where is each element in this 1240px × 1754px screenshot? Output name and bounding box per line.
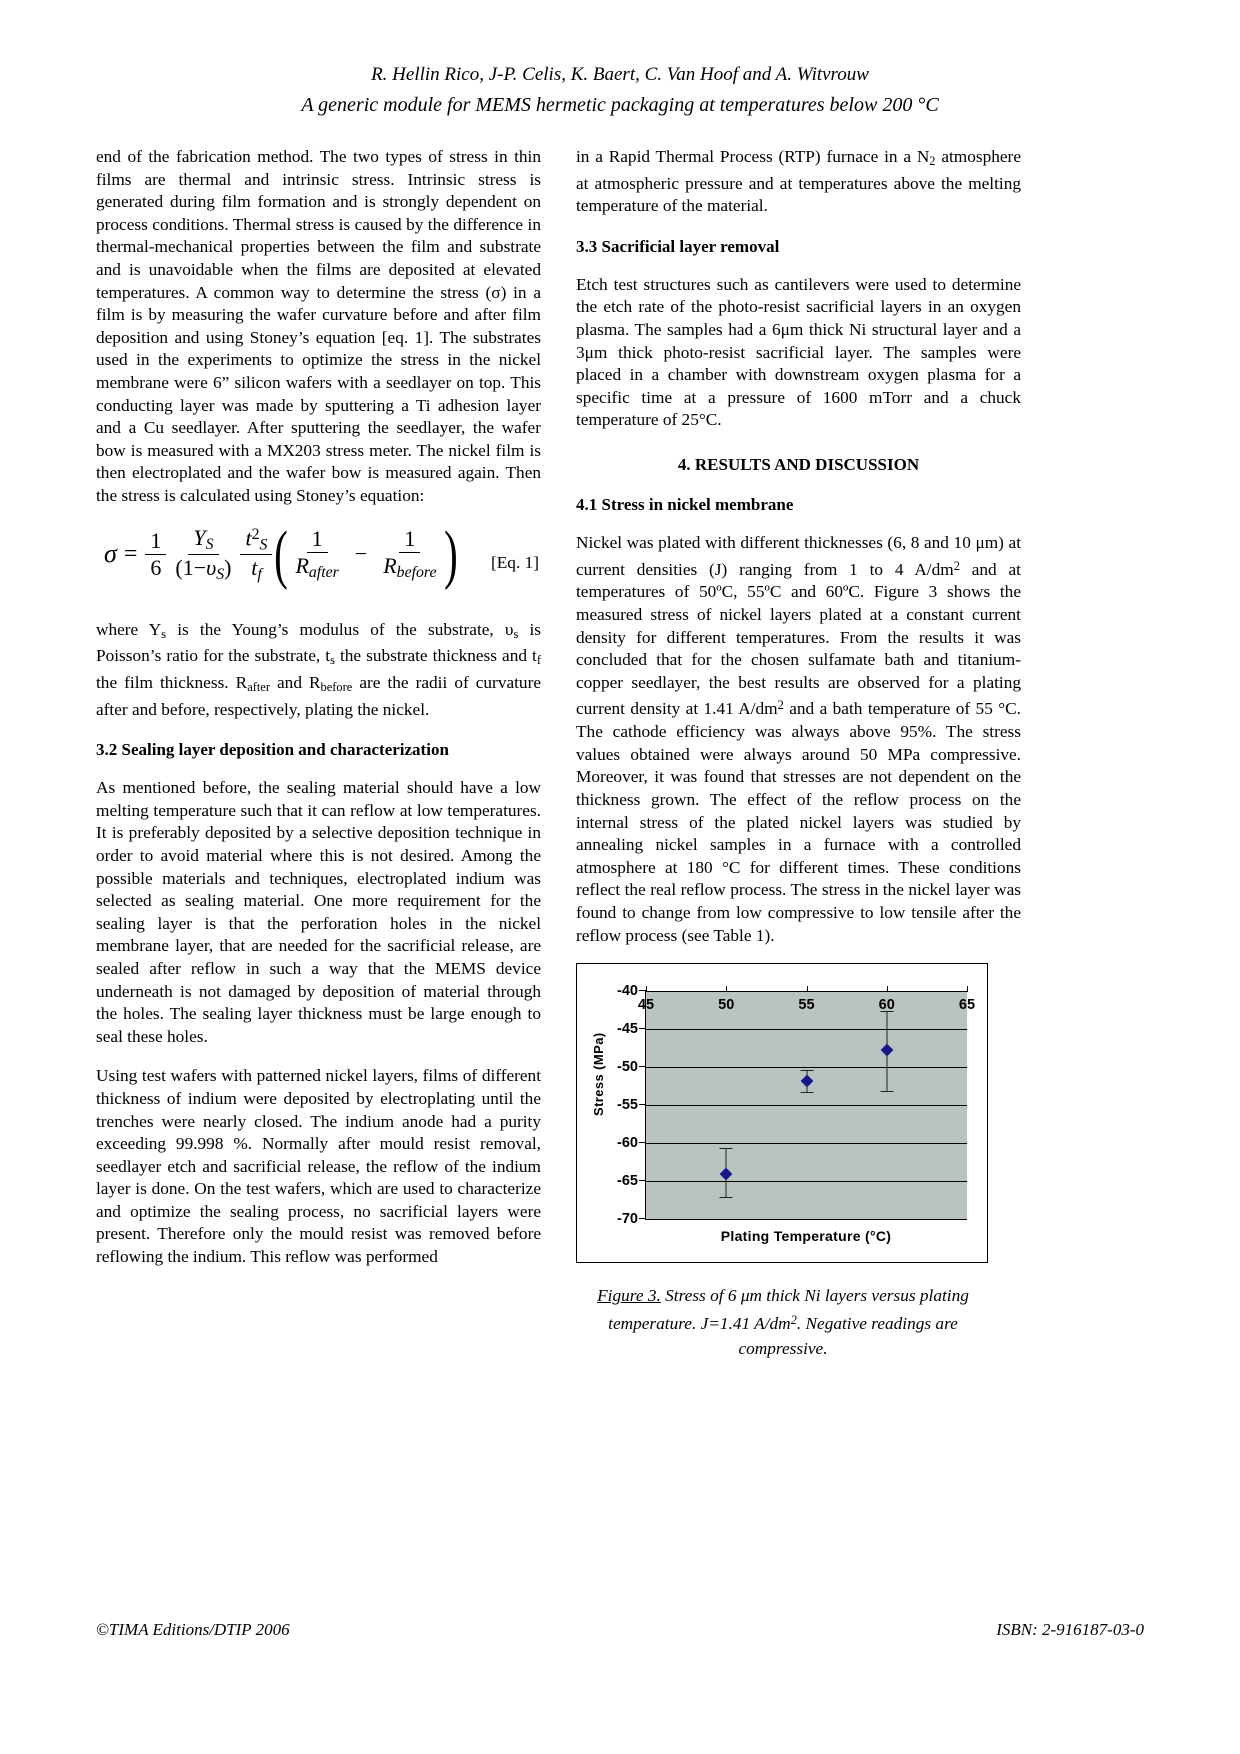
right-column <box>576 146 1021 964</box>
figure-3-chart <box>576 963 988 1263</box>
rp3-b-sup: 2 <box>777 698 784 713</box>
chart-y-tick-label: -70 <box>617 1211 638 1227</box>
chart-error-bar-cap <box>800 1092 813 1093</box>
equation-f4-numerator: 1 <box>307 526 328 553</box>
equation-f5-r: R <box>383 553 397 579</box>
chart-x-tick-mark <box>726 986 727 992</box>
chart-x-axis-label: Plating Temperature (°C) <box>720 1228 892 1244</box>
chart-gridline <box>646 1181 967 1182</box>
chart-x-tick-label: 55 <box>798 997 815 1013</box>
rp3-c: and a bath temperature of 55 °C. The cathode efficiency was always above 95%. The stress values obtained were always around 50 MPa compressive. Moreover, it was found that stresses are not dependent on the thickness grown. The effect of the reflow process on the internal stress of the plated nickel layers was studied by annealing nickel samples in a furnace with a controlled atmosphere at 180 °C for different times. These conditions reflect the real reflow process. The stress in the nickel layer was found to change from low compressive to low tensile after the reflow process (see Table 1). <box>576 699 1021 945</box>
chart-y-axis-label: Stress (MPa) <box>591 1032 606 1116</box>
chart-gridline <box>646 1067 967 1068</box>
equation-fraction-r-after <box>290 526 343 582</box>
chart-error-bar-cap <box>880 1011 893 1012</box>
footer-copyright: ©TIMA Editions/DTIP 2006 <box>96 1620 290 1639</box>
chart-y-tick-label: -55 <box>617 1097 638 1113</box>
equation-f4-r: R <box>295 553 309 579</box>
figure-3-caption-a: Stress of 6 μm thick Ni layers versus plating temperature. J=1.41 A/dm <box>608 1286 969 1334</box>
heading-4-1: 4.1 Stress in nickel membrane <box>576 495 794 515</box>
chart-error-bar-cap <box>720 1197 733 1198</box>
equation-paren-close: ) <box>443 517 458 591</box>
lp2-a: where Y <box>96 619 162 639</box>
chart-gridline <box>646 1029 967 1030</box>
equation-f3-numerator <box>240 525 272 556</box>
chart-data-point <box>720 1168 733 1181</box>
equation-1 <box>96 517 541 601</box>
equation-difference-minus: − <box>354 541 368 567</box>
lp2-f: and R <box>269 672 321 692</box>
heading-3-3: 3.3 Sacrificial layer removal <box>576 236 780 256</box>
right-paragraph-3 <box>576 532 1021 947</box>
rp3-b: and at temperatures of 50ºC, 55ºC and 60ºC. Figure 3 shows the measured stress of nickel layers plated at a constant current density for different temperatures. From the results it was concluded that for the chosen sulfamate bath and titanium-copper seedlayer, the best results are observed for a plating current density at 1.41 A/dm <box>576 559 1021 719</box>
equation-f2-open: (1 <box>175 554 194 580</box>
lp2-c-sub: s <box>330 653 335 668</box>
lp2-a-sub: s <box>161 626 167 641</box>
lp2-d-sub: f <box>536 653 541 668</box>
chart-x-tick-mark <box>967 986 968 992</box>
equation-f3-tf-sub: f <box>257 566 262 584</box>
rp1-b: atmosphere at atmospheric pressure and at temperatures above the melting temperature of the material. <box>576 147 1021 216</box>
lp2-b: is the Young’s modulus of the substrate, υ <box>166 619 514 639</box>
equation-f2-denominator <box>170 555 236 584</box>
chart-x-tick-mark <box>646 986 647 992</box>
equation-f5-r-sub: before <box>396 564 437 582</box>
footer-isbn: ISBN: 2-916187-03-0 <box>996 1620 1144 1639</box>
equation-fraction-one-sixth <box>145 528 166 581</box>
chart-x-tick-label: 60 <box>878 997 895 1013</box>
equation-f2-numerator <box>188 525 218 555</box>
figure-3-caption-label: Figure 3. <box>597 1286 661 1305</box>
equation-paren-open: ( <box>274 517 289 591</box>
chart-y-tick-label: -50 <box>617 1059 638 1075</box>
chart-x-tick-label: 45 <box>637 997 655 1013</box>
equation-f3-t-sub: S <box>259 536 268 554</box>
equation-f3-denominator <box>246 555 267 584</box>
equation-f2-nu-sub: S <box>216 565 225 583</box>
left-paragraph-4: Using test wafers with patterned nickel layers, films of different thickness of indium were deposited by electroplating until the trenches were nearly closed. The indium anode had a purity exceeding 99.998 %. Normally after mould resist removal, seedlayer etch and sacrificial release, the reflow of the indium layer is done. On the test wafers, which are used to characterize and optimize the sealing process, no sacrificial layers were present. Therefore only the mould resist was removed before reflowing the indium. This reflow was performed <box>96 1066 541 1267</box>
lp2-e: the film thickness. R <box>96 672 248 692</box>
figure-3-caption <box>578 1283 988 1361</box>
chart-error-bar-cap <box>800 1070 813 1071</box>
equation-sigma: σ <box>104 539 117 569</box>
equation-f5-denominator <box>378 553 441 582</box>
equation-f1-denominator: 6 <box>150 554 162 580</box>
chart-plot-area <box>617 983 976 1227</box>
equation-fraction-youngs <box>170 525 236 584</box>
lp2-g: are the radii of curvature after and before, respectively, plating the nickel. <box>96 672 541 719</box>
running-head <box>95 60 1145 120</box>
figure-3-caption-b: . Negative readings are compressive. <box>738 1314 958 1359</box>
heading-4-results-and-discussion: 4. RESULTS AND DISCUSSION <box>677 455 920 475</box>
equation-f2-close: ) <box>224 554 232 580</box>
lp2-d: the substrate thickness and t <box>334 646 537 666</box>
equation-f2-minus: − <box>193 554 207 580</box>
left-paragraph-2 <box>96 619 541 722</box>
equation-f2-y: Y <box>193 524 206 550</box>
equation-f2-y-sub: S <box>205 535 214 553</box>
equation-fraction-r-before <box>378 526 441 582</box>
rp3-a: Nickel was plated with different thicknesses (6, 8 and 10 μm) at current densities (J) ranging from 1 to 4 A/dm <box>576 533 1021 579</box>
equation-equals: = <box>123 540 138 567</box>
lp2-b-sub: s <box>513 626 519 641</box>
equation-fraction-thickness <box>240 525 272 585</box>
rp1-a-sub: 2 <box>929 154 936 169</box>
equation-f1-numerator: 1 <box>145 528 166 555</box>
lp2-c: is Poisson’s ratio for the substrate, t <box>96 619 541 666</box>
chart-y-tick-label: -60 <box>617 1135 638 1151</box>
chart-data-point <box>800 1075 813 1088</box>
running-head-authors: R. Hellin Rico, J-P. Celis, K. Baert, C. Van Hoof and A. Witvrouw <box>371 64 869 85</box>
chart-x-tick-mark <box>887 986 888 992</box>
chart-gridline <box>646 1105 967 1106</box>
equation-f3-t-sup: 2 <box>251 525 260 543</box>
heading-3-2: 3.2 Sealing layer deposition and characterization <box>96 740 449 760</box>
rp1-a: in a Rapid Thermal Process (RTP) furnace in a N <box>576 147 930 166</box>
lp2-e-sub: after <box>247 680 270 695</box>
left-paragraph-3: As mentioned before, the sealing material should have a low melting temperature such that it can reflow at low temperatures. It is preferably deposited by a selective deposition technique in order to avoid material where this is not desired. Among the possible materials and techniques, electroplated indium was selected as sealing material. One more requirement for the sealing layer is that the perforation holes in the nickel membrane layer, that are needed for the sacrificial release, are sealed after reflow in such a way that the MEMS device underneath is not damaged by deposition of material through the holes. The sealing layer thickness must be large enough to seal these holes. <box>96 778 541 1046</box>
right-paragraph-2: Etch test structures such as cantilevers were used to determine the etch rate of the photo-resist sacrificial layers in an oxygen plasma. The samples had a 6μm thick Ni structural layer and a 3μm thick photo-resist sacrificial layer. The samples were placed in a chamber with downstream oxygen plasma for a specific time at a pressure of 1600 mTorr and a chuck temperature of 25°C. <box>576 274 1021 430</box>
equation-1-body <box>104 517 458 591</box>
equation-1-tag: [Eq. 1] <box>491 552 539 572</box>
running-head-title: A generic module for MEMS hermetic packaging at temperatures below 200 °C <box>301 94 939 116</box>
chart-gridline <box>646 1143 967 1144</box>
chart-y-tick-label: -40 <box>617 983 638 999</box>
equation-f5-numerator: 1 <box>399 526 420 553</box>
equation-f4-denominator <box>290 553 343 582</box>
left-paragraph-1: end of the fabrication method. The two types of stress in thin films are thermal and intrinsic stress. Intrinsic stress is generated during film formation and is strongly dependent on process conditions. Thermal stress is caused by the difference in thermal-mechanical properties between the film and substrate and is unavoidable when the films are deposited at elevated temperatures. A common way to determine the stress (σ) in a film is by measuring the wafer curvature before and after film deposition and using Stoney’s equation [eq. 1]. The substrates used in the experiments to optimize the stress in the nickel membrane were 6” silicon wafers with a seedlayer on top. This conducting layer was made by sputtering a Ti adhesion layer and a Cu seedlayer. After sputtering the seedlayer, the wafer bow is measured with a MX203 stress meter. The nickel film is then electroplated and the wafer bow is measured again. Then the stress is calculated using Stoney’s equation: <box>96 147 541 505</box>
right-paragraph-1 <box>576 146 1021 218</box>
left-column <box>96 146 541 1286</box>
chart-y-tick-label: -45 <box>617 1021 638 1037</box>
lp2-f-sub: before <box>320 680 353 695</box>
equation-f4-r-sub: after <box>308 564 339 582</box>
chart-error-bar-cap <box>720 1148 733 1149</box>
chart-y-tick-label: -65 <box>617 1173 638 1189</box>
equation-f3-tf: t <box>251 555 258 581</box>
figure-3-caption-sup: 2 <box>790 1313 797 1327</box>
equation-f2-nu: υ <box>206 554 217 580</box>
chart-data-point <box>880 1044 893 1057</box>
chart-x-tick-label: 65 <box>958 997 976 1013</box>
chart-x-tick-mark <box>807 986 808 992</box>
equation-f3-t: t <box>245 525 252 551</box>
chart-error-bar-cap <box>880 1091 893 1092</box>
rp3-a-sup: 2 <box>953 558 960 573</box>
chart-x-tick-label: 50 <box>718 997 735 1013</box>
